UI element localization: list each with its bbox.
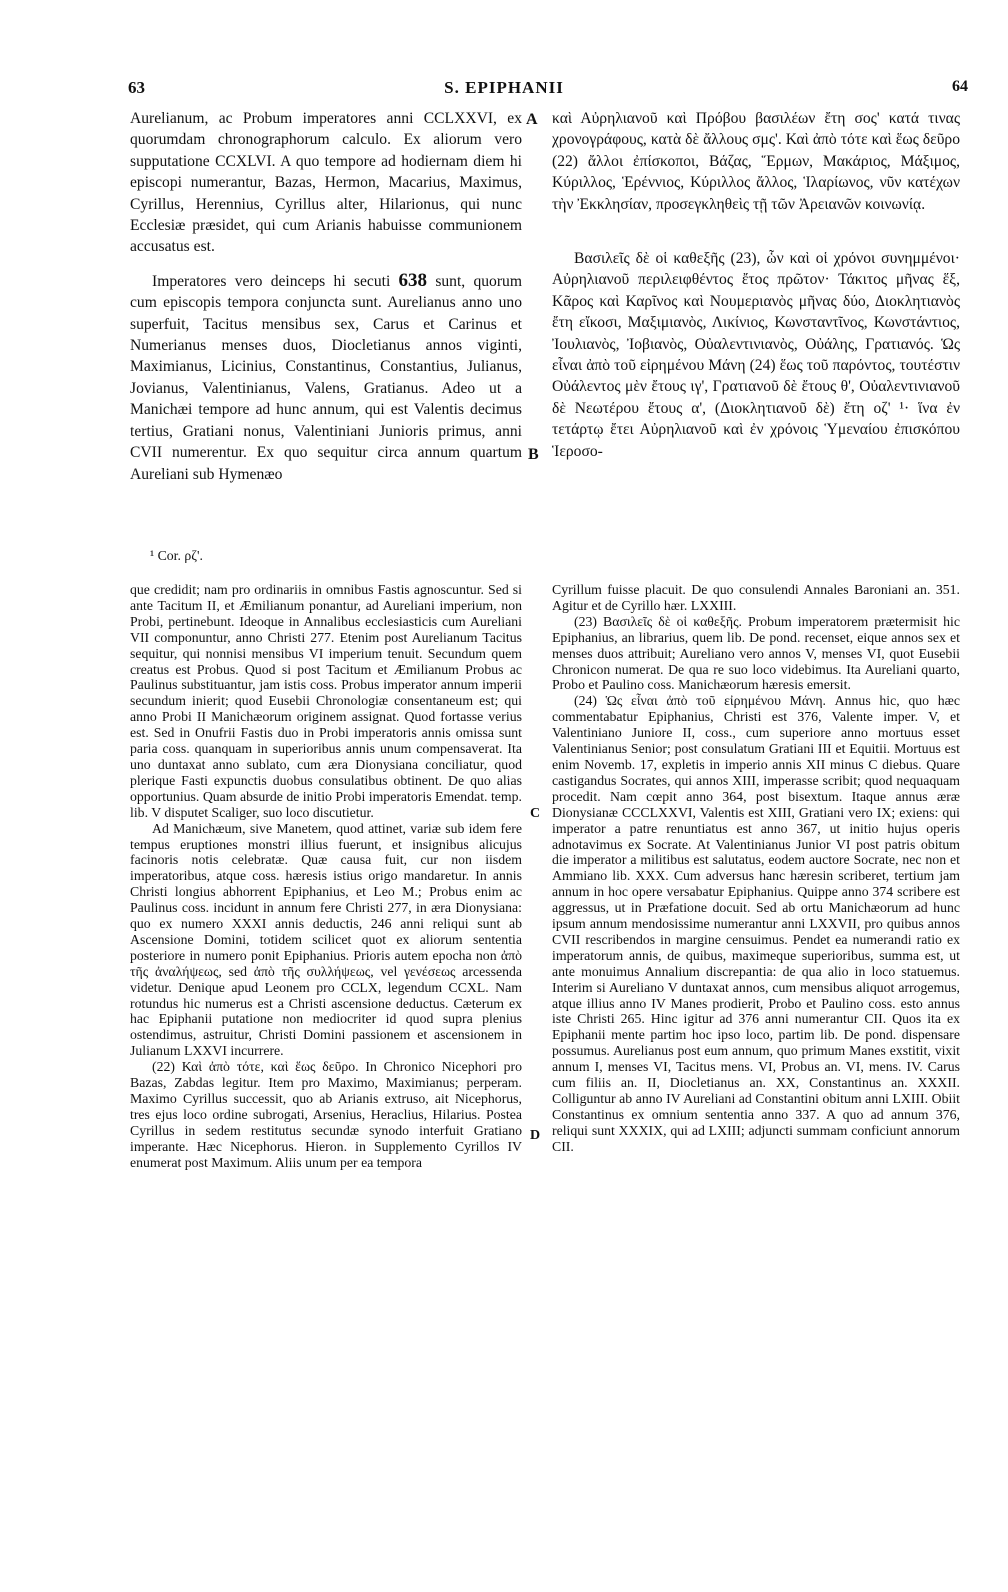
upper-left-paragraph-2a: Imperatores vero deinceps hi secuti xyxy=(152,272,391,290)
column-number: 638 xyxy=(398,269,428,291)
lower-left-paragraph-2: Ad Manichæum, sive Manetem, quod attinet, variæ sub idem fere tempus eruptiones monstri illius fuerunt, et insignibus alicujus facinoris notis celebratæ. Quæ causa fuit, cur non iisdem imperatoribus, atque coss. hæresis istius origo mandaretur. In annis Christi longius abhorrent Epiphanius, et Leo M.; Probus enim ac Paulinus coss. incidunt in annum fere Christi 277, in æra Dionysiana: quo ex numero XXXI annis deductis, 246 anni reliqui sunt ab Ascensione Domini, totidem scilicet quot ex aliorum sententia posteriore in numero ponit Epiphanius. Prioris autem epocha non ἀπὸ τῆς ἀναλήψεως, sed ἀπὸ τῆς συλλήψεως, vel γενέσεως arcessenda videtur. Denique apud Leonem pro CCLX, legendum CCXL. Nam rotundus hic numerus est a Christi ascensione deductus. Cæterum ex hac Epiphanii putatione non mediocriter id quod supra plenius ostendimus, astruitur, Christi Domini passionem et ascensionem in Julianum LXXVI incurrere. xyxy=(130,820,522,1059)
margin-letter-a: A xyxy=(526,111,538,128)
page-number-right: 64 xyxy=(952,78,968,95)
running-header xyxy=(0,78,1008,102)
upper-left-paragraph-2 xyxy=(130,270,522,485)
margin-letter-d: D xyxy=(530,1128,541,1143)
lower-right-column xyxy=(552,582,960,1155)
lower-right-paragraph-3: (24) Ὡς εἶναι ἀπὸ τοῦ εἰρημένου Μάνη. Annus hic, quo hæc commentabatur Epiphanius, Christi est 376, Valente imper. V, et Valentiniano Juniore II, coss., cum superiore anno mortuus esset Valentinianus Senior; post consulatum Gratiani III et Equitii. Mortuus est enim Novemb. 17, expletis in imperio annis XII minus C diebus. Quare castigandus Socrates, qui annos XIII, imperasse scribit; quod nequaquam procedit. Nam cœpit anno 364, post bisextum. Itaque annus æræ Dionysianæ CCCLXXVI, Valentis est XIII, Gratiani vero IX; exiens: qui imperator a patre renuntiatus est anno 367, ut initio hujus operis adnotavimus ex Socrate. At Valentinianus Junior VI post patris obitum die imperator a militibus est salutatus, eodem auctore Socrate, nec non et Ammiano lib. XXX. Cum adversus hanc hæresin scriberet, tertium jam annum in hoc opere versabatur Epiphanius. Quippe anno 374 scribere est aggressus, ut in Præfatione docuit. Sed ab ortu Manichæorum ad hunc ipsum annum mendosissime numerantur anni LXXVII, pro quibus annos CVII rescribendos in margine censuimus. Pendet ea numerandi ratio ex imperatorum annis, de quibus, maximeque superioribus, summa est, ut ante monuimus Annalium discrepantia: de qua alio in loco statuemus. Interim si Aureliano V duntaxat annos, cum mensibus aliquot arrogemus, atque illius anno IV Manes prodierit, Probo et Paulino coss. esto annus iste Christi 265. Hinc igitur ad 376 anni numerantur CII. Quos ita ex Epiphanii mente partim hoc ipso loco, partim lib. De pond. dispensare possumus. Aurelianus post eum annum, quo primum Manes exstitit, vixit annum I, menses VI, Tacitus mens. VI, Probus an. VI, mens. IV. Carus cum filiis an. II, Diocletianus an. XX, Constantinus an. XXXII. Colliguntur ab anno IV Aureliani ad Constantini obitum anni LXIII. Obiit Constantinus ex omnium sententia anno 337. A quo ad annum 376, reliqui sunt XXXIX, qui ad LXIII; adjuncti summam conficiunt annorum CII. xyxy=(552,693,960,1154)
margin-letter-c: C xyxy=(530,806,541,821)
running-title: S. EPIPHANII xyxy=(444,78,564,97)
upper-right-paragraph-2: Βασιλεῖς δὲ οἱ καθεξῆς (23), ὧν καὶ οἱ χρόνοι συνημμένοι· Αὐρηλιανοῦ περιλειφθέντος ἔτος πρῶτον· Τάκιτος μῆνας ἕξ, Κᾶρος καὶ Καρῖνος καὶ Νουμεριανὸς μῆνας δύο, Διοκλητιανὸς ἔτη εἴκοσι, Μαξιμιανὸς, Λικίνιος, Κωνσταντῖνος, Κωνστάντιος, Ἰουλιανὸς, Ἰοβιανὸς, Οὐαλεντινιανὸς, Οὐάλης, Γρατιανός. Ὡς εἶναι ἀπὸ τοῦ εἰρημένου Μάνη (24) ἕως τοῦ παρόντος, τουτέστιν Οὐάλεντος μὲν ἔτους ιγ', Γρατιανοῦ δὲ ἔτους θ', Οὐαλεντινιανοῦ δὲ Νεωτέρου ἔτους α', (Διοκλητιανοῦ δὲ) ἔτη οζ' ¹· ἵνα ἐν τετάρτῳ ἔτει Αὐρηλιανοῦ καὶ ἐν χρόνοις Ὑμεναίου ἐπισκόπου Ἱεροσο- xyxy=(552,250,960,460)
upper-left-paragraph-2b: sunt, quorum cum episcopis tempora conjuncta sunt. Aurelianus anno uno superfuit, Tacitus mensibus sex, Carus et Carinus et Numerianus menses duos, Diocletianus annos viginti, Maximianus, Licinius, Constantinus, Constantius, Julianus, Jovianus, Valentinianus, Valens, Gratianus. Adeo ut a Manichæi tempore ad hunc annum, qui est Valentis decimus tertius, Gratiani nonus, Valentiniani Junioris primus, anni CVII numerentur. Ex quo sequitur circa annum quartum Aureliani sub Hymenæo xyxy=(130,272,522,483)
upper-right-column xyxy=(552,108,960,462)
lower-right-paragraph-1: Cyrillum fuisse placuit. De quo consulendi Annales Baroniani an. 351. Agitur et de Cyrillo hær. LXXIII. xyxy=(552,582,960,613)
margin-letter-b: B xyxy=(528,446,539,463)
footnote: ¹ Cor. ρζ'. xyxy=(150,548,203,563)
lower-left-paragraph-3: (22) Καὶ ἀπὸ τότε, καὶ ἕως δεῦρο. In Chronico Nicephori pro Bazas, Zabdas legitur. Item pro Maximo, Maximianus; perperam. Maximo Cyrillus successit, quo ab Arianis extruso, ait Nicephorus, tres ejus loco ordine subrogati, Arsenius, Heraclius, Hilarius. Postea Cyrillus in sedem restitutus secundæ synodo interfuit Gratiano imperante. Hæc Nicephorus. Hieron. in Supplemento Cyrillos IV enumerat post Maximum. Aliis unum per ea tempora xyxy=(130,1059,522,1170)
lower-left-column xyxy=(130,582,522,1171)
page-number-left: 63 xyxy=(128,78,145,97)
lower-right-paragraph-2: (23) Βασιλεῖς δὲ οἱ καθεξῆς. Probum imperatorem prætermisit hic Epiphanius, an librarius, quem lib. De pond. recenset, eique annos sex et menses duos attribuit; Aureliano vero annos V, menses VI, quot Eusebii Chronicon numerat. De qua re suo loco videbimus. Ita Aureliani quarto, Probo et Paulino coss. Manichæorum hæresis emersit. xyxy=(552,613,960,693)
upper-right-paragraph-1: καὶ Αὐρηλιανοῦ καὶ Πρόβου βασιλέων ἔτη σος' κατά τινας χρονογράφους, κατὰ δὲ ἄλλους σμς'. Καὶ ἀπὸ τότε καὶ ἕως δεῦρο (22) ἄλλοι ἐπίσκοποι, Βάζας, Ἕρμων, Μακάριος, Μάξιμος, Κύριλλος, Ἑρέννιος, Κύριλλος ἄλλος, Ἱλαρίωνος, νῦν κατέχων τὴν Ἐκκλησίαν, προσεγκληθεὶς τῇ τῶν Ἀρειανῶν κοινωνίᾳ. xyxy=(552,110,960,213)
upper-left-column xyxy=(130,108,522,485)
lower-left-paragraph-1: que credidit; nam pro ordinariis in omnibus Fastis agnoscuntur. Sed si ante Tacitum II, et Æmilianum ponantur, ad Aureliani imperium, non Probi, pertinebunt. Ideoque in Annalibus ecclesiasticis cum Aureliani VII componuntur, anno Christi 277. Etenim post Aurelianum Tacitus sequitur, qui nonnisi mensibus VI imperium tenuit. Secundum quem creatus est Probus. Quod si post Tacitum et Æmilianum Probus ac Paulinus substituantur, jam istis coss. Probus imperator annum imperii secundum inierit; quod Eusebii Chronologiæ consentaneum est; qui anno Probi II Manichæorum originem assignat. Quod fortasse verius est. Sed in Onufrii Fastis duo in Probi imperatoris annis omissa sunt paria coss. quanquam in superioribus annis unum compensaverat. Ita uno duntaxat anno sublato, cum æra Dionysiana conciliatur, quod plerique Fasti expunctis duobus consulatibus obtinent. De quo alias opportunius. Quam absurde de initio Probi imperatoris Emendat. temp. lib. V disputet Scaliger, suo loco discutietur. xyxy=(130,582,522,820)
upper-left-paragraph-1: Aurelianum, ac Probum imperatores anni CCLXXVI, ex quorumdam chronographorum calculo. Ex aliorum vero supputatione CCXLVI. A quo tempore ad hodiernam diem hi episcopi numerantur, Bazas, Hermon, Macarius, Maximus, Cyrillus, Herennius, Cyrillus alter, Hilarionus, qui nunc Ecclesiæ præsidet, qui cum Arianis habuisse communionem accusatus est. xyxy=(130,110,522,256)
